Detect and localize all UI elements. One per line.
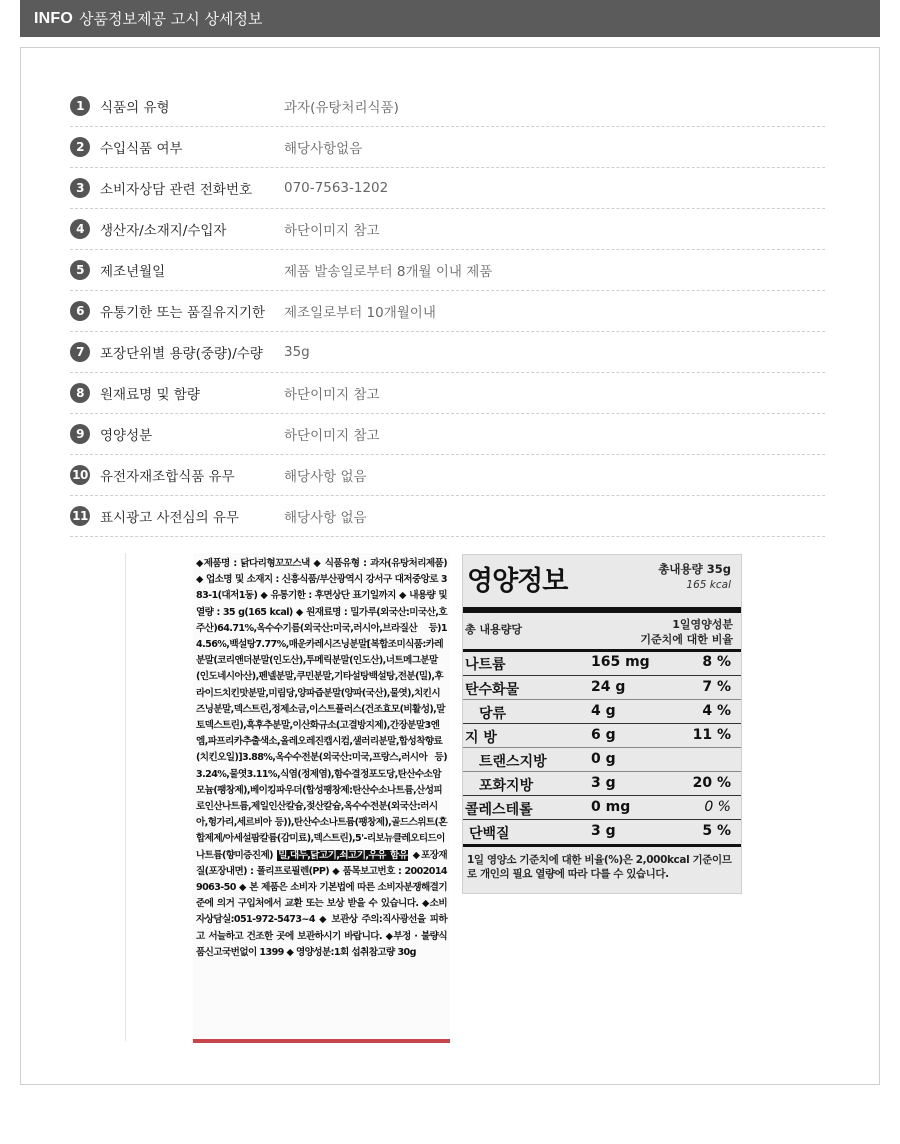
nutrition-sub-right-line1: 1일영양성분 (672, 618, 733, 631)
nutrient-amount: 3 g (591, 823, 616, 839)
nutrition-kcal: 165 kcal (686, 579, 731, 591)
number-badge: 1 (70, 96, 90, 116)
info-row (70, 250, 825, 291)
info-label: 제조년월일 (100, 264, 166, 280)
label-body-text: ◆제품명 : 닭다리형꼬꼬스낵 ◆ 식품유형 : 과자(유탕처리제품) ◆ 업소명 및 소재지 : 신흥식품/부산광역시 강서구 대저중앙로 383-1(대저1동) ◆ 유통기한 : 후면상단 표기일까지 ◆ 내용량 및 열량 : 35 g(165 kcal) ◆ 원재료명 : 밀가루(외국산:미국산,호주산)64.71%,옥수수기름(외국산:미국,러시아,브라질산 등)14.56%,백설탕7.77%,매운카레시즈닝분말[복합조미식품:카레분말(코리앤더분말(인도산),투메릭분말(인도산),너트메그분말(인도네시아산),펜넬분말,쿠민분말,기타설탕백설탕,전분(밀),후라이드치킨맛분말,미림당,양파즙분말(양파(국산),물엿),치킨시즈닝분말,덱스트린,정제소금,이스트플러스(건조효모(비활성),말토덱스트린),흑후추분말,이산화규소(고결방지제),간장분말3엔엠,파프리카추출색소,올레오레진캡시컴,샐러리분말,합성착향료(치킨오일)]3.88%,옥수수전분(외국산:미국,프랑스,러시아 등)3.24%,물엿3.11%,식염(정제염),함수결정포도당,탄산수소암모늄(팽창제),베이킹파우더(합성팽창제:탄산수소나트륨,산성피로인산나트륨,제일인산칼슘,젖산칼슘,옥수수전분(외국산:러시아,헝가리,세르비아 등)),탄산수소나트륨(팽창제),골드스위트(혼합제제/아세설팜칼륨(감미료),덱스트린),5'-리보뉴클레오티드이나트륨(향미증진제) (196, 558, 447, 861)
section-header (20, 0, 880, 37)
info-value: 제조일로부터 10개월이내 (284, 305, 436, 321)
info-value: 과자(유탕처리식품) (284, 100, 399, 116)
nutrient-name: 포화지방 (479, 778, 534, 794)
info-label: 유전자재조합식품 유무 (100, 469, 235, 485)
label-body-text-2: ◆포장재질(포장내면) : 폴리프로필렌(PP) ◆ 품목보고번호 : 20020149063-50 ◆ 본 제품은 소비자 기본법에 따른 소비자분쟁해결기준에 의거 구입처에서 교환 또는 보상 받을 수 있습니다. ◆소비자상담실:051-972-5473~4 ◆ 보관상 주의:직사광선을 피하고 서늘하고 건조한 곳에 보관하시기 바랍니다. ◆부정 · 불량식품신고국번없이 1399 ◆ 영양성분:1회 섭취참고량 30g (196, 849, 447, 958)
nutrient-amount: 4 g (591, 703, 616, 719)
nutrition-sub-right-line2: 기준치에 대한 비율 (640, 633, 733, 646)
info-value: 해당사항 없음 (284, 469, 367, 485)
number-badge: 9 (70, 424, 90, 444)
nutrient-name: 탄수화물 (465, 682, 520, 698)
nutrient-amount: 165 mg (591, 654, 650, 670)
nutrient-name: 단백질 (469, 826, 510, 842)
nutrient-percent: 20 % (692, 775, 731, 791)
info-value: 070-7563-1202 (284, 180, 389, 196)
nutrient-percent: 11 % (692, 727, 731, 743)
nutrient-name: 나트륨 (465, 657, 506, 673)
nutrient-name: 지 방 (465, 730, 497, 746)
info-list (70, 86, 825, 537)
nutrient-percent: 7 % (702, 679, 731, 695)
info-label: 수입식품 여부 (100, 141, 183, 157)
nutrient-amount: 0 g (591, 751, 616, 767)
nutrient-amount: 3 g (591, 775, 616, 791)
number-badge: 2 (70, 137, 90, 157)
info-row (70, 373, 825, 414)
info-label: 원재료명 및 함량 (100, 387, 200, 403)
number-badge: 11 (70, 506, 90, 526)
number-badge: 4 (70, 219, 90, 239)
info-row (70, 455, 825, 496)
info-value: 35g (284, 344, 310, 360)
nutrition-total: 총내용량 35g (658, 562, 731, 576)
info-label: 포장단위별 용량(중량)/수량 (100, 346, 263, 362)
info-row (70, 332, 825, 373)
info-row (70, 496, 825, 537)
nutrient-percent: 5 % (702, 823, 731, 839)
info-row (70, 168, 825, 209)
info-label: 소비자상담 관련 전화번호 (100, 182, 253, 198)
number-badge: 5 (70, 260, 90, 280)
header-title: 상품정보제공 고시 상세정보 (79, 10, 263, 28)
nutrition-footnote: 1일 영양소 기준치에 대한 비율(%)은 2,000kcal 기준이므로 개인의 필요 열량에 따라 다를 수 있습니다. (467, 854, 732, 880)
number-badge: 10 (70, 465, 90, 485)
nutrition-row (463, 819, 741, 843)
nutrition-facts-image (462, 554, 742, 894)
info-label: 영양성분 (100, 428, 153, 444)
number-badge: 8 (70, 383, 90, 403)
info-value: 제품 발송일로부터 8개월 이내 제품 (284, 264, 493, 280)
nutrient-amount: 6 g (591, 727, 616, 743)
number-badge: 6 (70, 301, 90, 321)
info-label: 표시광고 사전심의 유무 (100, 510, 239, 526)
nutrition-row (463, 651, 741, 675)
nutrient-percent: 0 % (704, 799, 731, 815)
nutrition-rule (463, 607, 741, 613)
nutrient-name: 콜레스테롤 (465, 802, 533, 818)
nutrition-row (463, 675, 741, 699)
allergen-notice: 밀,대두,닭고기,쇠고기,우유 함유 (278, 849, 408, 861)
info-value: 하단이미지 참고 (284, 223, 380, 239)
info-row (70, 291, 825, 332)
nutrient-amount: 0 mg (591, 799, 631, 815)
header-prefix: INFO (34, 9, 74, 27)
nutrition-rule (463, 844, 741, 847)
info-label: 유통기한 또는 품질유지기한 (100, 305, 266, 321)
nutrient-amount: 24 g (591, 679, 626, 695)
info-label: 식품의 유형 (100, 100, 170, 116)
nutrition-row (463, 747, 741, 771)
info-value: 하단이미지 참고 (284, 387, 380, 403)
info-row (70, 414, 825, 455)
info-panel (20, 47, 880, 1085)
nutrition-title: 영양정보 (467, 566, 568, 597)
nutrient-name: 당류 (479, 706, 507, 722)
number-badge: 3 (70, 178, 90, 198)
nutrient-percent: 4 % (702, 703, 731, 719)
info-row (70, 86, 825, 127)
nutrition-sub-right (640, 617, 733, 647)
nutrition-sub-left: 총 내용량당 (465, 623, 522, 636)
info-row (70, 127, 825, 168)
nutrient-percent: 8 % (702, 654, 731, 670)
info-value: 하단이미지 참고 (284, 428, 380, 444)
info-value: 해당사항없음 (284, 141, 363, 157)
nutrition-row (463, 771, 741, 795)
product-label-text (193, 553, 450, 961)
nutrition-header (463, 555, 741, 611)
nutrition-row (463, 795, 741, 819)
info-value: 해당사항 없음 (284, 510, 367, 526)
product-label-image (193, 553, 450, 1043)
info-label: 생산자/소재지/수입자 (100, 223, 227, 239)
nutrition-row (463, 723, 741, 747)
nutrient-name: 트랜스지방 (479, 754, 547, 770)
divider (125, 553, 126, 1041)
nutrition-row (463, 699, 741, 723)
info-row (70, 209, 825, 250)
number-badge: 7 (70, 342, 90, 362)
